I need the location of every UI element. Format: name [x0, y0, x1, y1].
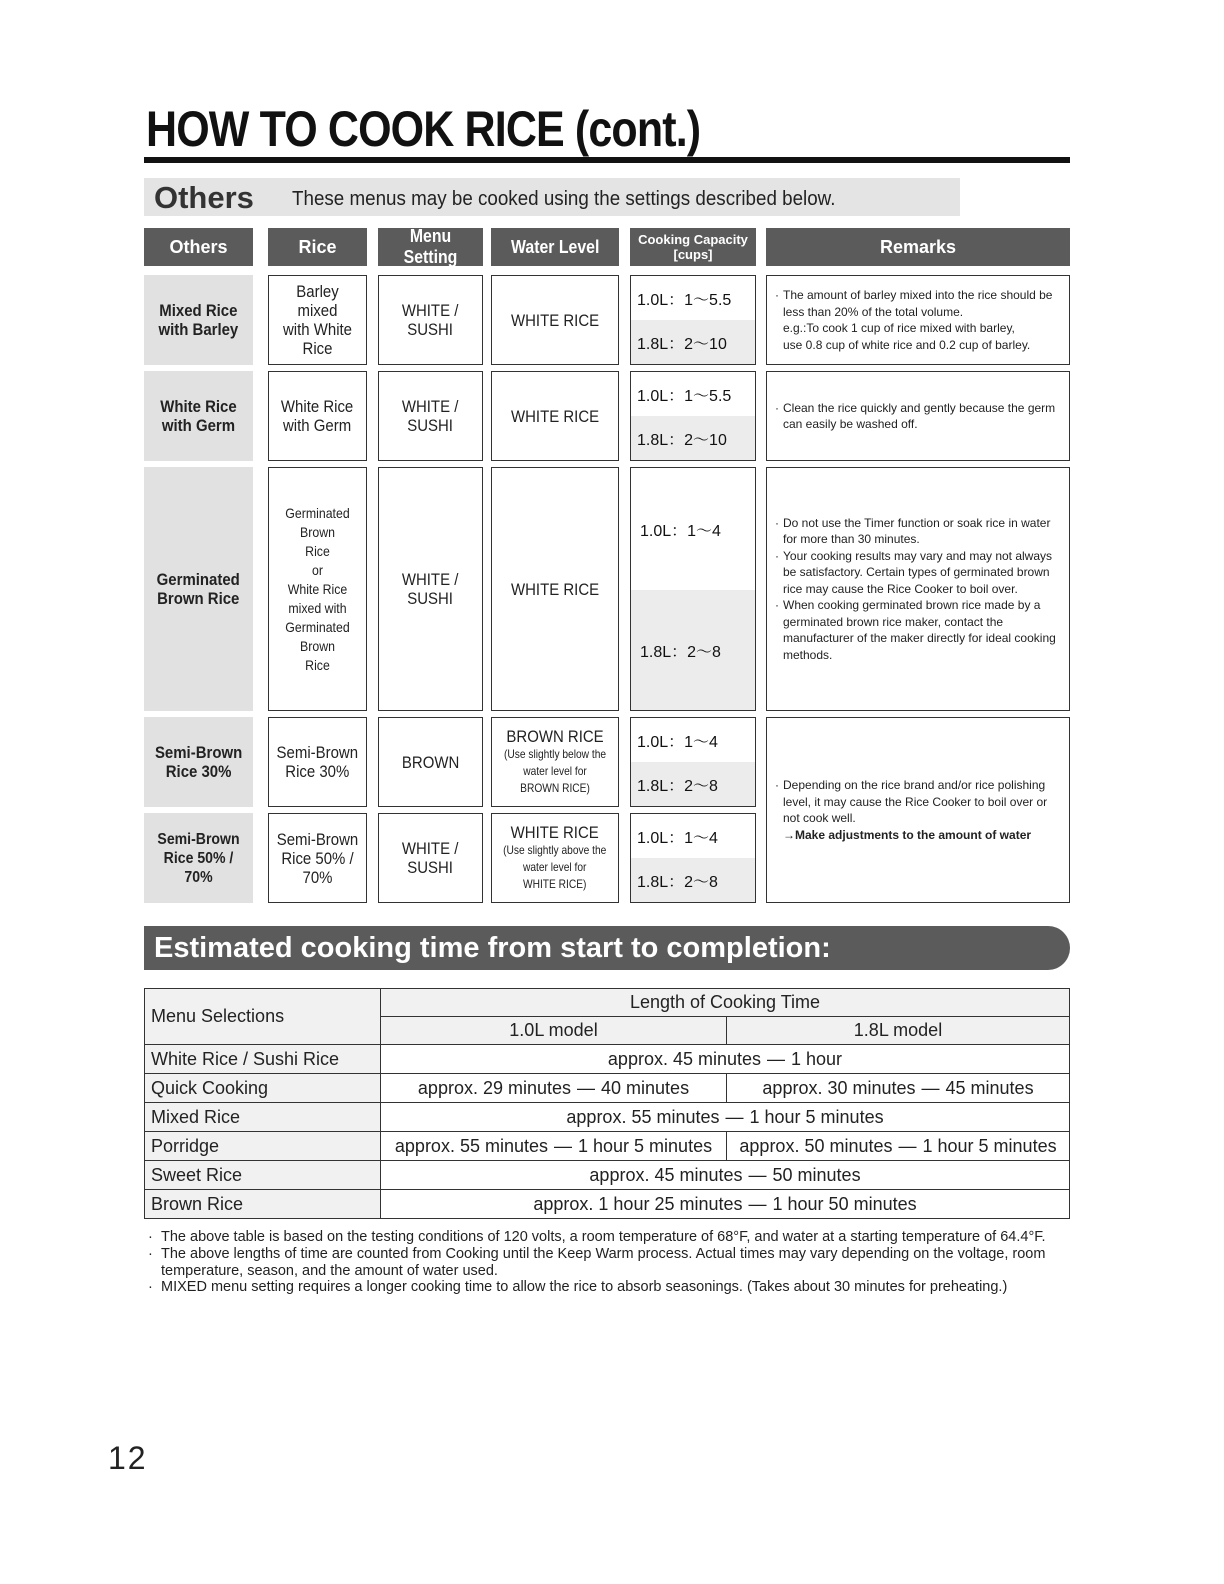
capacity-1-0l: 1.0L：1～4 [640, 522, 721, 540]
menu-name: Brown Rice [145, 1190, 381, 1219]
time-value: approx. 1 hour 25 minutes — 1 hour 50 minutes [381, 1190, 1070, 1219]
menu-cell: WHITE / SUSHI [378, 371, 483, 461]
table-row [145, 1045, 1070, 1074]
note-item: · The above table is based on the testing conditions of 120 volts, a room temperature of 68°F, and water at a starting temperature of 64.4°F. [148, 1229, 1046, 1245]
rice-cell: Germinated Brown Rice or White Rice mixed with Germinated Brown Rice [268, 467, 367, 711]
capacity-1-0l: 1.0L：1～5.5 [637, 387, 732, 405]
remark-germ: · Clean the rice quickly and gently because the germ can easily be washed off. [766, 371, 1070, 461]
capacity-cell [630, 813, 756, 903]
category-germinated-brown-rice: Germinated Brown Rice [144, 467, 253, 711]
page-number: 12 [108, 1440, 148, 1476]
header-others: Others [144, 228, 253, 266]
water-cell: WHITE RICE [491, 371, 619, 461]
capacity-1-8l: 1.8L：2～10 [631, 416, 755, 460]
capacity-1-0l: 1.0L：1～4 [637, 829, 718, 847]
header-rice: Rice [268, 228, 367, 266]
time-value: approx. 45 minutes — 50 minutes [381, 1161, 1070, 1190]
others-description: These menus may be cooked using the settings described below. [292, 188, 836, 210]
category-white-rice-germ: White Rice with Germ [144, 371, 253, 461]
time-value: approx. 50 minutes — 1 hour 5 minutes [727, 1132, 1070, 1161]
menu-name: Sweet Rice [145, 1161, 381, 1190]
model-1-0l-header: 1.0L model [381, 1017, 727, 1045]
time-value: approx. 30 minutes — 45 minutes [727, 1074, 1070, 1103]
cooking-time-table [144, 988, 1070, 1219]
capacity-1-0l: 1.0L：1～5.5 [637, 291, 732, 309]
menu-cell: WHITE / SUSHI [378, 275, 483, 365]
header-menu-setting: Menu Setting [378, 228, 483, 266]
water-cell: WHITE RICE [491, 275, 619, 365]
length-header: Length of Cooking Time [381, 989, 1070, 1017]
time-value: approx. 55 minutes — 1 hour 5 minutes [381, 1103, 1070, 1132]
water-cell: WHITE RICE (Use slightly above the water level for WHITE RICE) [491, 813, 619, 903]
menu-name: Quick Cooking [145, 1074, 381, 1103]
capacity-1-8l: 1.8L：2～8 [631, 590, 755, 710]
rice-cell: White Rice with Germ [268, 371, 367, 461]
remark-germinated: · Do not use the Timer function or soak rice in water for more than 30 minutes. · Your cooking results may vary and may not always be satisfactory. Certain types of germinated brown rice may cause the Rice Cooker to boil over. · When cooking germinated brown rice made by a germinated brown rice maker, contact the manufacturer of the maker directly for ideal cooking methods. [766, 467, 1070, 711]
rice-cell: Barley mixed with White Rice [268, 275, 367, 365]
menu-name: White Rice / Sushi Rice [145, 1045, 381, 1074]
capacity-1-8l: 1.8L：2～8 [631, 858, 755, 902]
capacity-1-8l: 1.8L：2～10 [631, 320, 755, 364]
model-1-8l-header: 1.8L model [727, 1017, 1070, 1045]
table-row [145, 1161, 1070, 1190]
header-water-level: Water Level [491, 228, 619, 266]
page-title: HOW TO COOK RICE (cont.) [146, 101, 701, 157]
title-rule [144, 157, 1070, 163]
menu-cell: BROWN [378, 717, 483, 807]
table-row [145, 1132, 1070, 1161]
time-value: approx. 55 minutes — 1 hour 5 minutes [381, 1132, 727, 1161]
note-item: · MIXED menu setting requires a longer cooking time to allow the rice to absorb seasonings. (Takes about 30 minutes for preheating.) [148, 1279, 1008, 1296]
category-semi-brown-30: Semi-Brown Rice 30% [144, 717, 253, 807]
category-semi-brown-50-70: Semi-Brown Rice 50% / 70% [144, 813, 253, 903]
time-value: approx. 29 minutes — 40 minutes [381, 1074, 727, 1103]
menu-cell: WHITE / SUSHI [378, 813, 483, 903]
rice-cell: Semi-Brown Rice 30% [268, 717, 367, 807]
category-mixed-rice-barley: Mixed Rice with Barley [144, 275, 253, 365]
header-cooking-capacity: Cooking Capacity [cups] [630, 228, 756, 266]
capacity-1-0l: 1.0L：1～4 [637, 733, 718, 751]
time-value: approx. 45 minutes — 1 hour [381, 1045, 1070, 1074]
menu-selections-header: Menu Selections [145, 989, 381, 1045]
capacity-cell [630, 275, 756, 365]
water-cell: WHITE RICE [491, 467, 619, 711]
menu-name: Porridge [145, 1132, 381, 1161]
capacity-cell [630, 467, 756, 711]
header-remarks: Remarks [766, 228, 1070, 266]
remark-barley: · The amount of barley mixed into the rice should be less than 20% of the total volume. e.g.:To cook 1 cup of rice mixed with barley, use 0.8 cup of white rice and 0.2 cup of barley. [766, 275, 1070, 365]
note-item: · The above lengths of time are counted from Cooking until the Keep Warm process. Actual times may vary depending on the voltage, room temperature, season, and the amount of water used. [148, 1245, 1046, 1279]
remark-semi-brown: · Depending on the rice brand and/or rice polishing level, it may cause the Rice Cooker to boil over or not cook well. →Make adjustments to the amount of water [766, 717, 1070, 903]
menu-cell: WHITE / SUSHI [378, 467, 483, 711]
capacity-cell [630, 371, 756, 461]
table-row [145, 1074, 1070, 1103]
table-row [145, 1190, 1070, 1219]
capacity-cell [630, 717, 756, 807]
menu-name: Mixed Rice [145, 1103, 381, 1132]
others-heading: Others [154, 180, 254, 215]
capacity-1-8l: 1.8L：2～8 [631, 762, 755, 806]
others-band [144, 178, 960, 216]
rice-cell: Semi-Brown Rice 50% / 70% [268, 813, 367, 903]
estimated-banner: Estimated cooking time from start to completion: [144, 926, 1070, 970]
water-cell: BROWN RICE (Use slightly below the water level for BROWN RICE) [491, 717, 619, 807]
footnotes [148, 1229, 1068, 1296]
table-row [145, 1103, 1070, 1132]
